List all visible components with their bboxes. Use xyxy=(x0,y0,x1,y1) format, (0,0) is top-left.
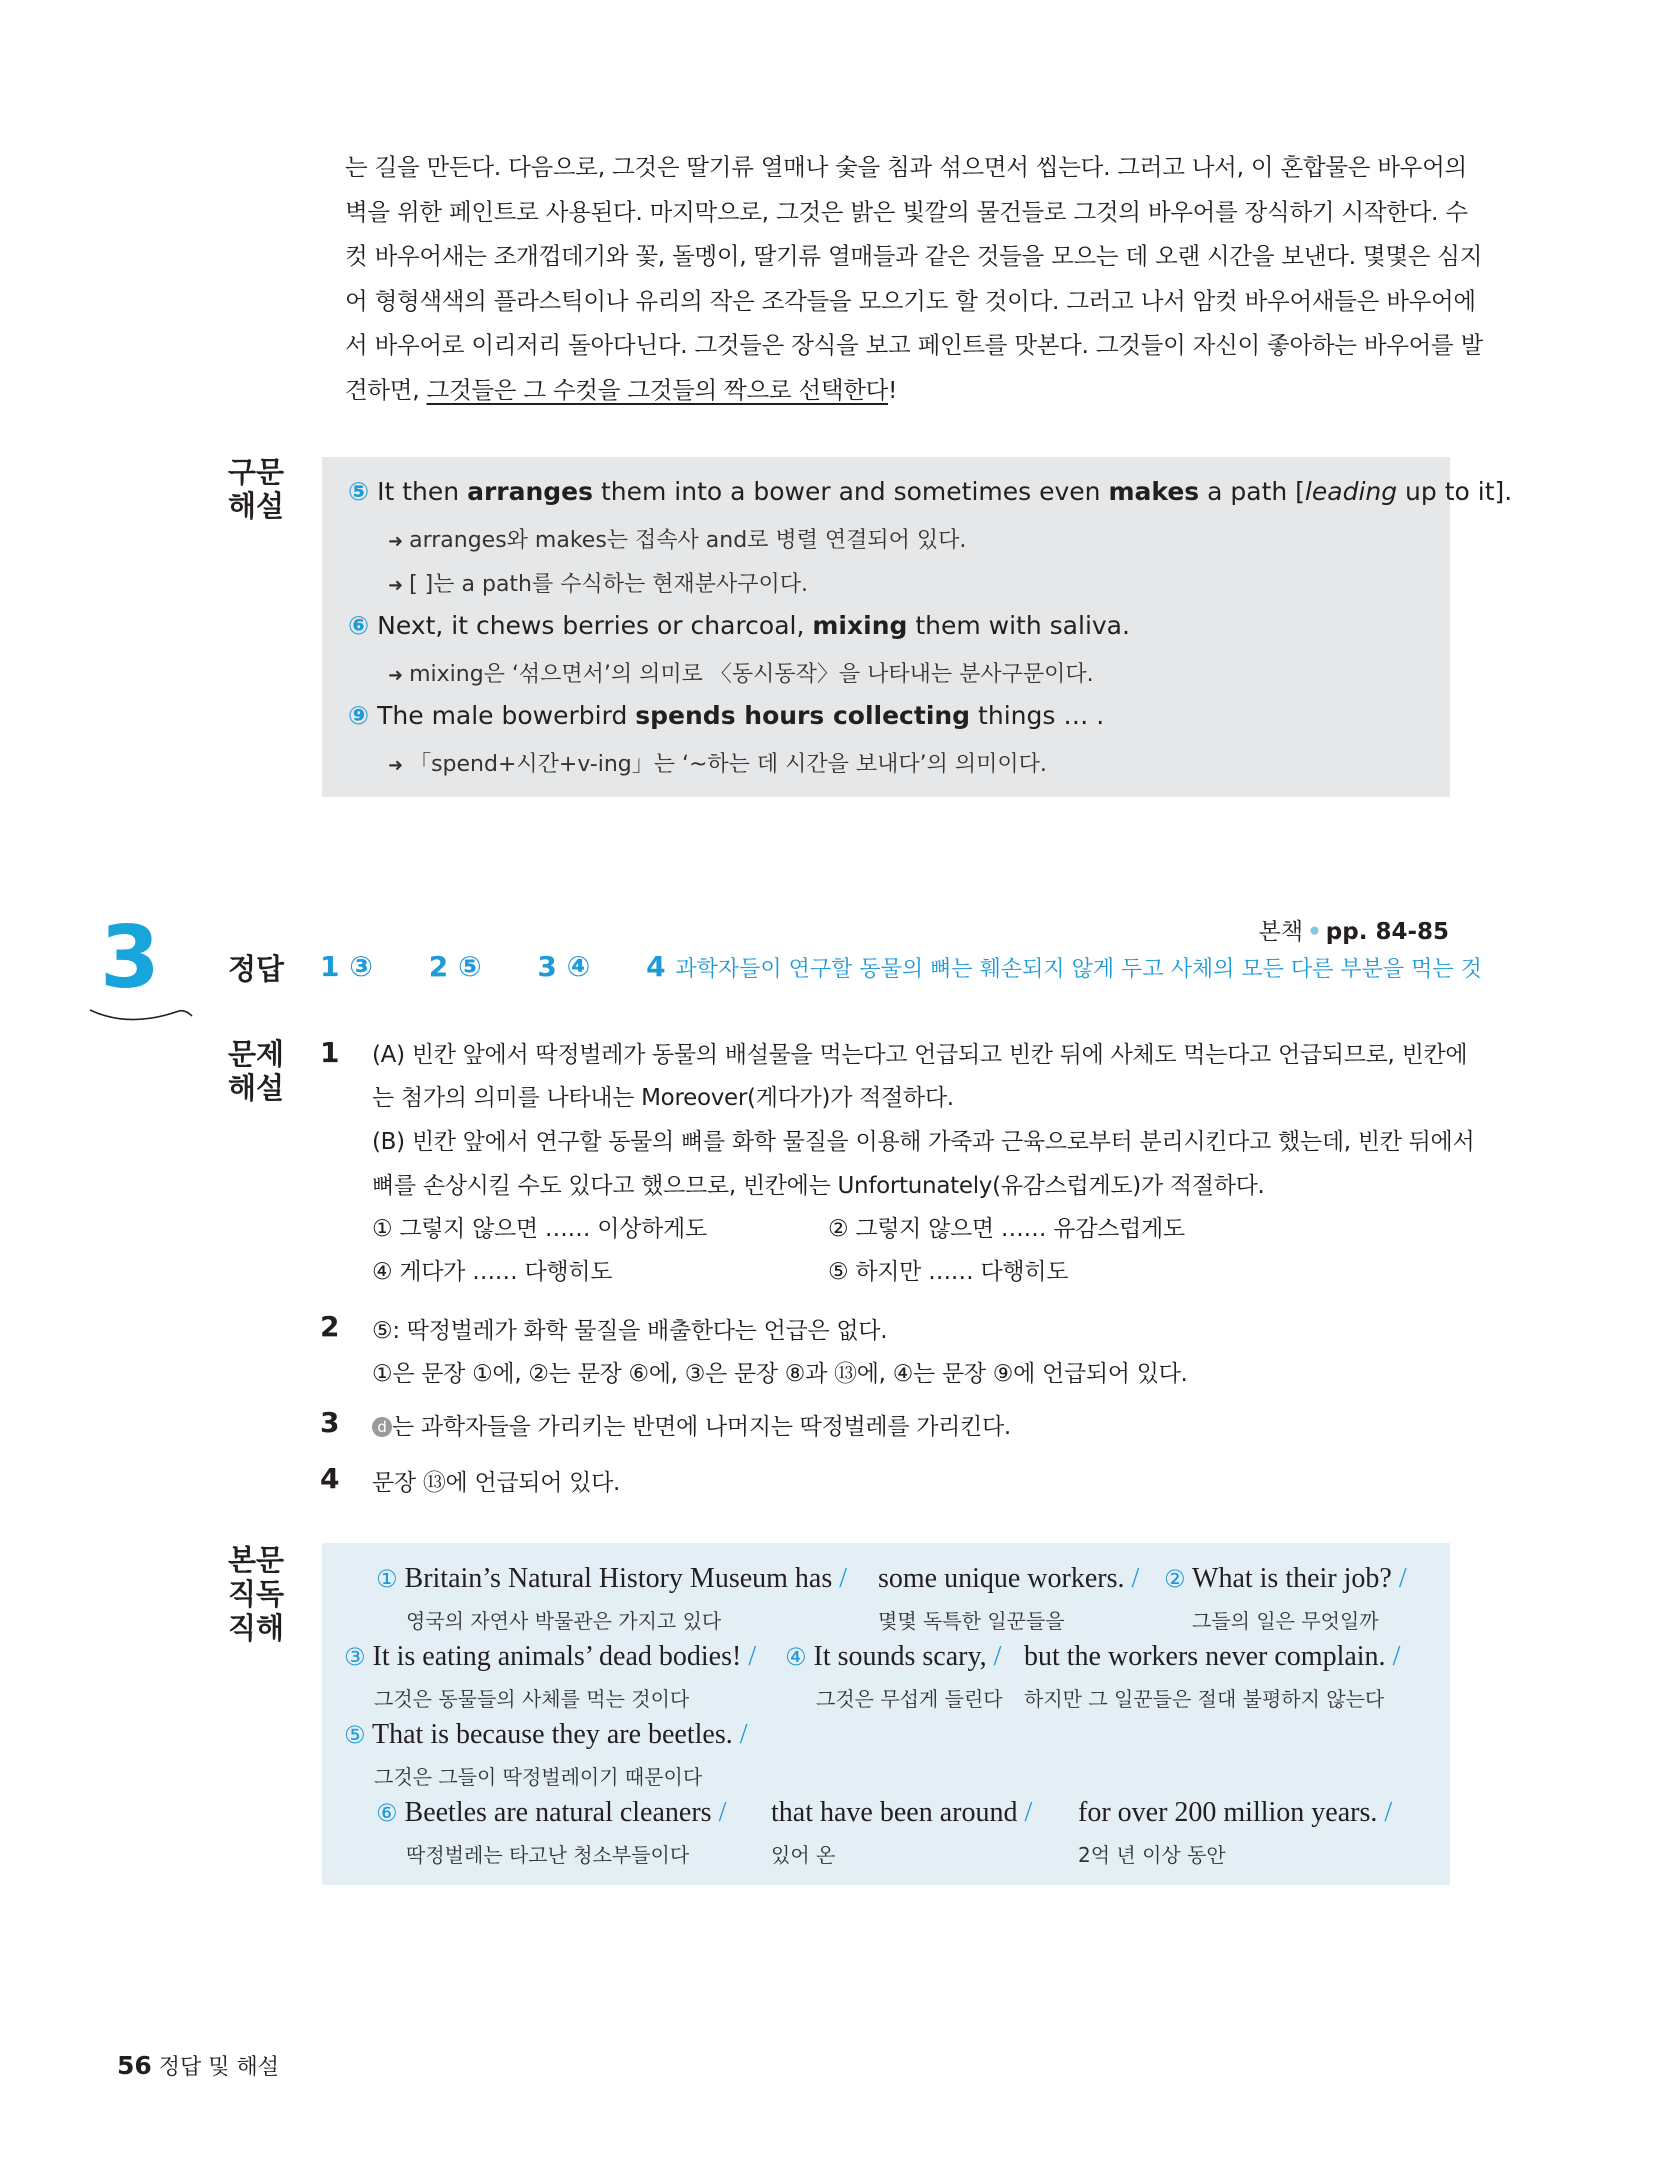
slash: / xyxy=(1398,1563,1407,1594)
explanation-line: (A) 빈칸 앞에서 딱정벌레가 동물의 배설물을 먹는다고 언급되고 빈칸 뒤에 사체도 먹는다고 언급되므로, 빈칸에 xyxy=(372,1042,1468,1068)
slash: / xyxy=(1131,1563,1140,1594)
intro-line: 는 길을 만든다. 다음으로, 그것은 딸기류 열매나 숯을 침과 섞으면서 씹는다. 그러고 나서, 이 혼합물은 바우어의 xyxy=(345,153,1467,181)
reading-label-line1: 본문 xyxy=(228,1543,285,1577)
question-number: 4 xyxy=(320,1462,340,1495)
chunk-en xyxy=(344,1641,756,1673)
answer-2 xyxy=(429,950,482,983)
choice: ② 그렇지 않으면 …… 유감스럽게도 xyxy=(828,1216,1185,1242)
syntax-item xyxy=(348,611,1130,640)
note-text: 「spend+시간+v-ing」는 ‘~하는 데 시간을 보내다’의 의미이다. xyxy=(409,752,1047,777)
chunk-en xyxy=(376,1797,726,1829)
slash: / xyxy=(993,1641,1002,1672)
answer-4 xyxy=(646,950,1482,983)
chunk-en xyxy=(1078,1797,1392,1829)
sentence-number: ② xyxy=(1164,1565,1186,1593)
syntax-label-line2: 해설 xyxy=(228,489,285,523)
sentence-number: ⑤ xyxy=(344,1721,366,1749)
chunk-text: Britain’s Natural History Museum has xyxy=(404,1563,833,1594)
label-badge: d xyxy=(372,1417,392,1437)
syntax-note xyxy=(388,747,1047,778)
text: things … . xyxy=(970,701,1105,730)
explanation-line: 는 첨가의 의미를 나타내는 Moreover(게다가)가 적절하다. xyxy=(372,1085,954,1111)
answer-a: ⑤ xyxy=(457,950,482,983)
chunk-text: for over 200 million years. xyxy=(1078,1797,1378,1828)
answer-q: 1 xyxy=(320,950,340,983)
text: Next, it chews berries or charcoal, xyxy=(377,611,813,640)
sentence-number: ⑤ xyxy=(348,477,370,506)
chunk-en xyxy=(344,1719,748,1751)
sentence-number: ⑥ xyxy=(348,611,370,640)
answer-q: 2 xyxy=(428,950,449,983)
text: them into a bower and sometimes even xyxy=(593,477,1109,506)
intro-last-prefix: 견하면, xyxy=(345,375,427,404)
page-ref-prefix: 본책 xyxy=(1258,919,1304,945)
chunk-ko: 그것은 동물들의 사체를 먹는 것이다 xyxy=(374,1687,690,1711)
answer-3 xyxy=(537,950,590,983)
question-number: 1 xyxy=(320,1036,340,1069)
text: It then xyxy=(377,477,468,506)
choice: ④ 게다가 …… 다행히도 xyxy=(372,1259,613,1285)
syntax-note xyxy=(388,567,808,598)
chunk-text: that have been around xyxy=(771,1797,1018,1828)
arrow-icon: ➜ xyxy=(388,575,404,596)
chunk-ko: 몇몇 독특한 일꾼들을 xyxy=(878,1609,1065,1633)
reading-box xyxy=(322,1543,1450,1885)
answer-label: 정답 xyxy=(228,952,285,986)
answer-a: ④ xyxy=(566,950,591,983)
intro-paragraph xyxy=(345,145,1483,412)
choice: ⑤ 하지만 …… 다행히도 xyxy=(828,1259,1069,1285)
text: up to it]. xyxy=(1397,477,1513,506)
slash: / xyxy=(1392,1641,1401,1672)
chunk-text: Beetles are natural cleaners xyxy=(404,1797,712,1828)
page-ref-dot: • xyxy=(1307,919,1322,945)
syntax-label-line1: 구문 xyxy=(228,455,285,489)
slash: / xyxy=(1024,1797,1033,1828)
page-number: 56 xyxy=(117,2051,152,2080)
note-text: arranges와 makes는 접속사 and로 병렬 연결되어 있다. xyxy=(409,528,967,553)
chunk-en xyxy=(878,1563,1139,1595)
intro-underlined-text: 그것들은 그 수컷을 그것들의 짝으로 선택한다 xyxy=(426,375,889,404)
chunk-text: That is because they are beetles. xyxy=(372,1719,733,1750)
arrow-icon: ➜ xyxy=(388,755,404,776)
note-text: mixing은 ‘섞으면서’의 의미로 〈동시동작〉을 나타내는 분사구문이다. xyxy=(409,662,1094,687)
chunk-text: It is eating animals’ dead bodies! xyxy=(372,1641,742,1672)
footer-text: 정답 및 해설 xyxy=(158,2055,280,2080)
text: them with saliva. xyxy=(907,611,1130,640)
syntax-note xyxy=(388,657,1094,688)
answer-q: 3 xyxy=(537,950,557,983)
arrow-icon: ➜ xyxy=(388,665,404,686)
chunk-ko: 그것은 무섭게 들린다 xyxy=(816,1687,1003,1711)
chunk-en xyxy=(1024,1641,1400,1673)
chunk-text: but the workers never complain. xyxy=(1024,1641,1386,1672)
reading-label-line3: 직해 xyxy=(228,1611,285,1645)
chunk-en xyxy=(376,1563,847,1595)
slash: / xyxy=(1384,1797,1393,1828)
arrow-icon: ➜ xyxy=(388,531,404,552)
answer-4-text: 과학자들이 연구할 동물의 뼈는 훼손되지 않게 두고 사체의 모든 다른 부분을 먹는 것 xyxy=(675,957,1482,982)
reading-label xyxy=(228,1543,284,1645)
chunk-ko: 그들의 일은 무엇일까 xyxy=(1192,1609,1379,1633)
intro-last-suffix: ! xyxy=(888,375,898,404)
chunk-ko: 영국의 자연사 박물관은 가지고 있다 xyxy=(406,1609,722,1633)
chunk-ko: 그것은 그들이 딱정벌레이기 때문이다 xyxy=(374,1765,703,1789)
text: a path [ xyxy=(1199,477,1305,506)
question-number: 3 xyxy=(320,1406,340,1439)
explanation-line: ⑤: 딱정벌레가 화학 물질을 배출한다는 언급은 없다. xyxy=(372,1318,888,1344)
slash: / xyxy=(718,1797,727,1828)
chunk-ko: 하지만 그 일꾼들은 절대 불평하지 않는다 xyxy=(1024,1687,1385,1711)
answer-a: ③ xyxy=(349,950,373,983)
syntax-box xyxy=(322,457,1513,797)
chunk-ko: 딱정벌레는 타고난 청소부들이다 xyxy=(406,1843,690,1867)
note-text: [ ]는 a path를 수식하는 현재분사구이다. xyxy=(409,572,808,597)
syntax-label xyxy=(228,455,284,523)
sentence-number: ③ xyxy=(344,1643,366,1671)
explanation-label-line1: 문제 xyxy=(228,1037,285,1071)
syntax-note xyxy=(388,523,966,554)
chunk-text: What is their job? xyxy=(1192,1563,1392,1594)
syntax-item xyxy=(348,477,1512,506)
chunk-ko: 있어 온 xyxy=(771,1843,836,1867)
reading-label-line2: 직독 xyxy=(228,1577,285,1611)
answer-1 xyxy=(320,950,373,983)
text: The male bowerbird xyxy=(377,701,636,730)
explanation-line: ①은 문장 ①에, ②는 문장 ⑥에, ③은 문장 ⑧과 ⑬에, ④는 문장 ⑨에 언급되어 있다. xyxy=(372,1361,1188,1387)
slash: / xyxy=(839,1563,848,1594)
explanation-line xyxy=(372,1408,1011,1441)
page-ref-pages: pp. 84-85 xyxy=(1325,919,1449,945)
chunk-en xyxy=(1164,1563,1407,1595)
slash: / xyxy=(739,1719,748,1750)
syntax-item xyxy=(348,701,1104,730)
explanation-text: 는 과학자들을 가리키는 반면에 나머지는 딱정벌레를 가리킨다. xyxy=(392,1414,1011,1440)
explanation-line: 뼈를 손상시킬 수도 있다고 했으므로, 빈칸에는 Unfortunately(유감스럽게도)가 적절하다. xyxy=(372,1173,1265,1199)
bold-text: makes xyxy=(1108,477,1200,506)
bold-text: spends hours collecting xyxy=(635,701,971,730)
page-footer xyxy=(117,2050,279,2081)
bold-text: arranges xyxy=(467,477,594,506)
intro-line: 컷 바우어새는 조개껍데기와 꽃, 돌멩이, 딸기류 열매들과 같은 것들을 모으는 데 오랜 시간을 보낸다. 몇몇은 심지 xyxy=(345,242,1483,270)
sentence-number: ④ xyxy=(785,1643,807,1671)
intro-line: 벽을 위한 페인트로 사용된다. 마지막으로, 그것은 밝은 빛깔의 물건들로 그것의 바우어를 장식하기 시작한다. 수 xyxy=(345,197,1468,226)
chunk-en xyxy=(785,1641,1001,1673)
intro-line-last xyxy=(345,368,1425,413)
page-reference xyxy=(1259,913,1449,946)
intro-line: 어 형형색색의 플라스틱이나 유리의 작은 조각들을 모으기도 할 것이다. 그러고 나서 암컷 바우어새들은 바우어에 xyxy=(345,286,1476,315)
explanation-line: (B) 빈칸 앞에서 연구할 동물의 뼈를 화학 물질을 이용해 가죽과 근육으로부터 분리시킨다고 했는데, 빈칸 뒤에서 xyxy=(372,1129,1475,1155)
sentence-number: ① xyxy=(376,1565,398,1593)
chunk-text: some unique workers. xyxy=(878,1563,1125,1594)
question-number: 2 xyxy=(320,1310,340,1343)
explanation-line: 문장 ⑬에 언급되어 있다. xyxy=(372,1470,621,1496)
answers-row xyxy=(320,950,1482,983)
section-number: 3 xyxy=(100,908,160,1008)
intro-line: 서 바우어로 이리저리 돌아다닌다. 그것들은 장식을 보고 페인트를 맛본다. 그것들이 자신이 좋아하는 바우어를 발 xyxy=(345,331,1483,359)
chunk-ko: 2억 년 이상 동안 xyxy=(1078,1843,1226,1867)
italic-text: leading xyxy=(1304,477,1398,506)
answer-q: 4 xyxy=(646,950,666,983)
section-number-underline-icon xyxy=(88,1000,198,1026)
explanation-label xyxy=(228,1037,284,1105)
bold-text: mixing xyxy=(812,611,908,640)
choice: ① 그렇지 않으면 …… 이상하게도 xyxy=(372,1216,707,1242)
slash: / xyxy=(748,1641,757,1672)
chunk-text: It sounds scary, xyxy=(813,1641,987,1672)
explanation-label-line2: 해설 xyxy=(228,1071,285,1105)
sentence-number: ⑥ xyxy=(376,1799,398,1827)
chunk-en xyxy=(771,1797,1032,1829)
sentence-number: ⑨ xyxy=(348,701,370,730)
